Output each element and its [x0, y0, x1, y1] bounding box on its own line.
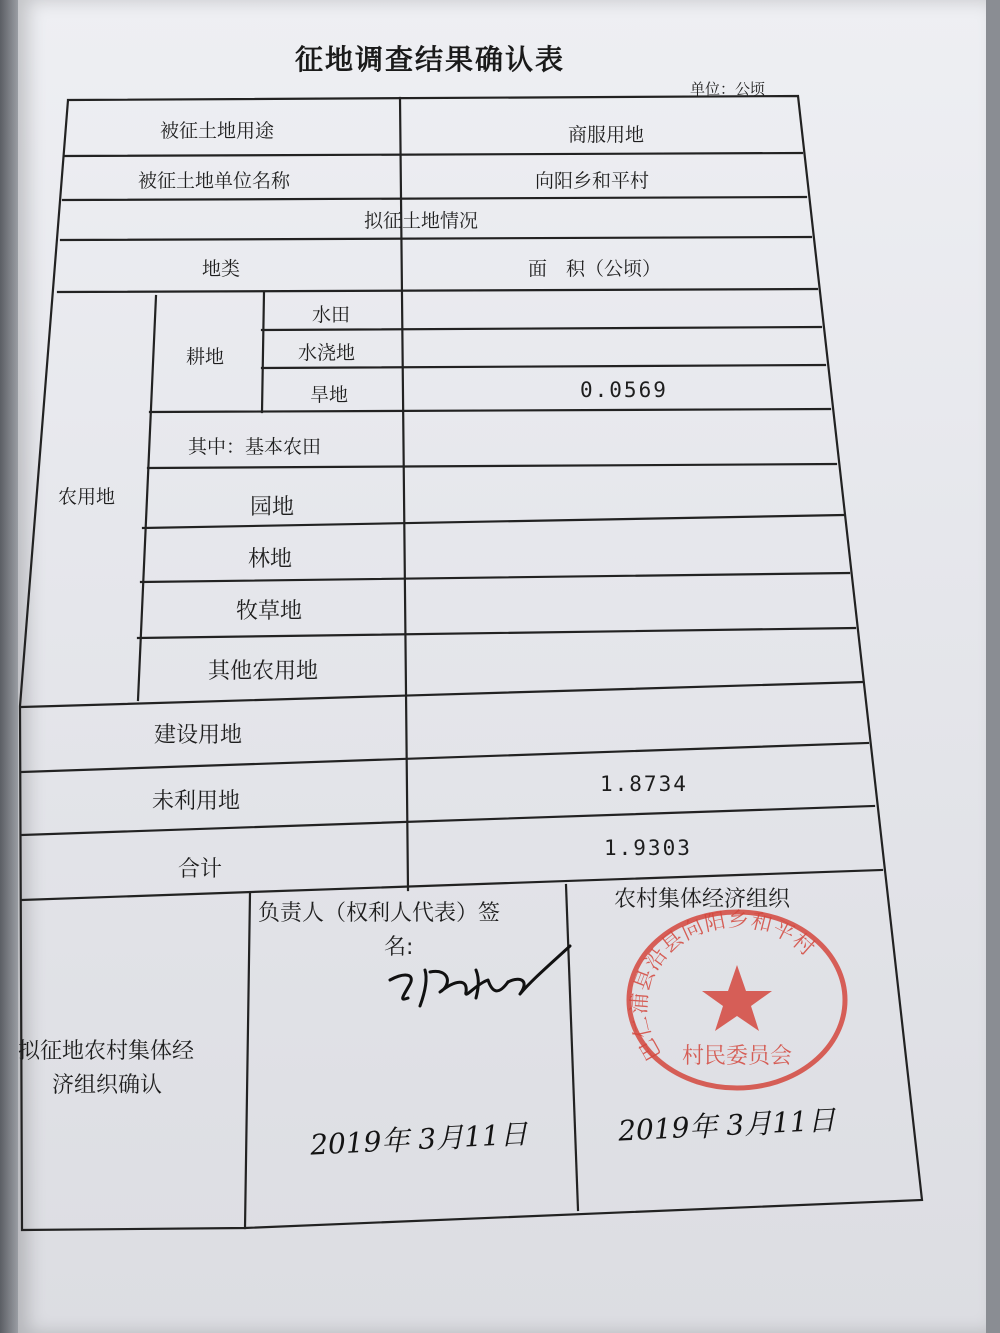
svg-text:巴仁浦县沿县向阳乡和平村 [627, 907, 820, 1064]
agricultural-land-label: 农用地 [58, 486, 116, 508]
other-agricultural-label: 其他农用地 [208, 659, 319, 684]
orchard-label: 园地 [250, 495, 295, 520]
paddy-label: 水田 [312, 304, 351, 326]
organization-label: 农村集体经济组织 [614, 887, 791, 912]
basic-farmland-label: 其中：基本农田 [188, 436, 322, 458]
forest-label: 林地 [248, 547, 293, 572]
total-value: 1.9303 [604, 836, 692, 860]
pasture-label: 牧草地 [236, 599, 303, 624]
official-red-seal [622, 905, 852, 1095]
unit-name-value: 向阳乡和平村 [535, 170, 650, 192]
unused-land-label: 未利用地 [152, 789, 241, 814]
handwritten-signature [380, 940, 580, 1020]
signature-date: 2019年 3月11日 [309, 1117, 529, 1162]
organization-date: 2019年 3月11日 [617, 1103, 837, 1148]
cultivated-land-label: 耕地 [186, 346, 225, 368]
unit-label: 单位：公顷 [690, 80, 766, 98]
signer-label-line1: 负责人（权利人代表）签 [258, 901, 501, 926]
page-title: 征地调查结果确认表 [294, 43, 565, 76]
situation-label: 拟征土地情况 [364, 210, 479, 232]
confirm-label-line2: 济组织确认 [52, 1073, 163, 1098]
category-header: 地类 [202, 258, 241, 280]
unused-land-value: 1.8734 [600, 772, 688, 796]
seal-bottom-text: 村民委员会 [681, 1044, 793, 1069]
area-header: 面 积（公顷） [528, 258, 662, 280]
unit-name-label: 被征土地单位名称 [138, 170, 291, 192]
seal-arc-text: 巴仁浦县沿县向阳乡和平村 [626, 907, 820, 1065]
dry-land-label: 旱地 [310, 384, 349, 406]
irrigated-label: 水浇地 [298, 342, 356, 364]
dry-land-value: 0.0569 [580, 378, 668, 402]
land-use-value: 商服用地 [568, 124, 645, 146]
confirm-label-line1: 拟征地农村集体经 [18, 1039, 195, 1064]
total-label: 合计 [178, 857, 223, 882]
construction-land-label: 建设用地 [154, 723, 243, 748]
signer-label-line2: 名: [384, 935, 414, 960]
land-use-label: 被征土地用途 [160, 120, 275, 142]
